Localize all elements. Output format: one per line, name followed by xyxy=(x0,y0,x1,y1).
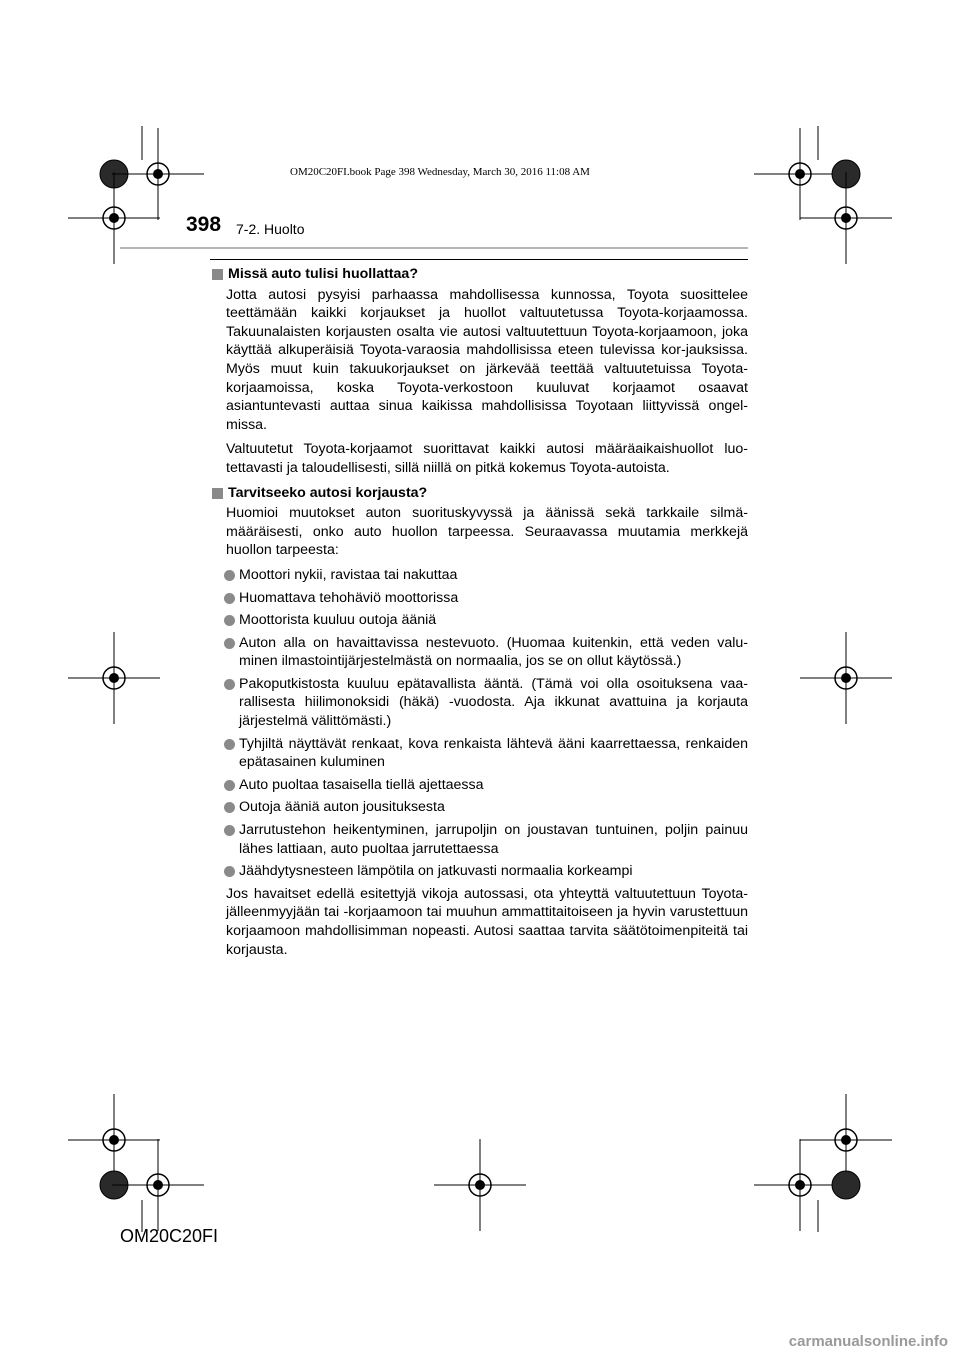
circle-bullet-icon xyxy=(224,593,235,604)
list-item: Tyhjiltä näyttävät renkaat, kova renkaista lähtevä ääni kaarrettaessa, renkaiden epätasainen kuluminen xyxy=(210,735,748,772)
paragraph: Valtuutetut Toyota-korjaamot suorittavat kaikki autosi määräaikaishuollot luo-tettavasti ja taloudellisesti, sillä niillä on pitkä kokemus Toyota-autoista. xyxy=(226,441,748,476)
header-rule xyxy=(120,247,748,249)
circle-bullet-icon xyxy=(224,802,235,813)
content-rule xyxy=(210,259,748,260)
circle-bullet-icon xyxy=(224,638,235,649)
list-item: Jarrutustehon heikentyminen, jarrupoljin on joustavan tuntuinen, poljin painuu lähes lattiaan, auto puoltaa jarrutettaessa xyxy=(210,821,748,858)
list-item: Auton alla on havaittavissa nestevuoto. (Huomaa kuitenkin, että veden valu-minen ilmastointijärjestelmästä on normaalia, jos se on ollut käytössä.) xyxy=(210,634,748,671)
section-heading: Missä auto tulisi huollattaa? xyxy=(210,265,748,284)
section-heading: Tarvitseeko autosi korjausta? xyxy=(210,484,748,503)
square-bullet-icon xyxy=(212,269,223,280)
list-item: Huomattava tehohäviö moottorissa xyxy=(210,589,748,608)
document-code: OM20C20FI xyxy=(120,1226,219,1246)
circle-bullet-icon xyxy=(224,615,235,626)
watermark: carmanualsonline.info xyxy=(788,1333,948,1350)
paragraph: Huomioi muutokset auton suorituskyvyssä ja äänissä sekä tarkkaile silmä-määräisesti, onko auto huollon tarpeessa. Seuraavassa muutamia merkkejä huollon tarpeesta: xyxy=(226,505,748,559)
circle-bullet-icon xyxy=(224,739,235,750)
list-item: Auto puoltaa tasaisella tiellä ajettaessa xyxy=(210,776,748,795)
circle-bullet-icon xyxy=(224,866,235,877)
section-service-location xyxy=(210,265,748,478)
print-job-info: OM20C20FI.book Page 398 Wednesday, March 30, 2016 11:08 AM xyxy=(290,166,590,178)
circle-bullet-icon xyxy=(224,679,235,690)
list-item: Pakoputkistosta kuuluu epätavallista ääntä. (Tämä voi olla osoituksena vaa-rallisesta hiilimonoksidi (häkä) -vuodosta. Aja ikkunat avattuina ja korjauta järjestelmä välittömästi.) xyxy=(210,675,748,731)
paragraph: Jotta autosi pysyisi parhaassa mahdollisessa kunnossa, Toyota suosittelee teettämään kaikki korjaukset ja huollot valtuutetussa Toyota-korjaamossa. Takuunalaisten korjausten osalta vie autosi valtuutettuun Toyota-korjaamoon, joka käyttää alkuperäisiä Toyota-varaosia mahdollisissa eteen tulevissa kor-jauksissa. Myös muut kuin takuukorjaukset on järkevää teettää valtuutetuissa Toyota-korjaamoissa, koska Toyota-verkostoon kuuluvat korjaamot osaavat asiantuntevasti auttaa sinua kaikissa mahdollisissa Toyotaan liittyvissä ongel-missa. xyxy=(226,286,748,433)
page-content xyxy=(210,265,748,959)
list-item: Jäähdytysnesteen lämpötila on jatkuvasti normaalia korkeampi xyxy=(210,862,748,881)
paragraph: Jos havaitset edellä esitettyjä vikoja autossasi, ota yhteyttä valtuutettuun Toyota-jälleenmyyjään tai -korjaamoon tai muuhun ammattitaitoiseen ja hyvin varustettuun korjaamoon mahdollisimman nopeasti. Autosi saattaa tarvita säätötoimenpiteitä tai korjausta. xyxy=(226,885,748,958)
circle-bullet-icon xyxy=(224,570,235,581)
section-title: 7-2. Huolto xyxy=(236,221,305,237)
section-repair-needed xyxy=(210,484,748,960)
square-bullet-icon xyxy=(212,488,223,499)
list-item: Outoja ääniä auton jousituksesta xyxy=(210,798,748,817)
list-item: Moottori nykii, ravistaa tai nakuttaa xyxy=(210,566,748,585)
list-item: Moottorista kuuluu outoja ääniä xyxy=(210,611,748,630)
page-number: 398 xyxy=(186,213,222,236)
circle-bullet-icon xyxy=(224,780,235,791)
circle-bullet-icon xyxy=(224,825,235,836)
symptom-list xyxy=(210,566,748,881)
